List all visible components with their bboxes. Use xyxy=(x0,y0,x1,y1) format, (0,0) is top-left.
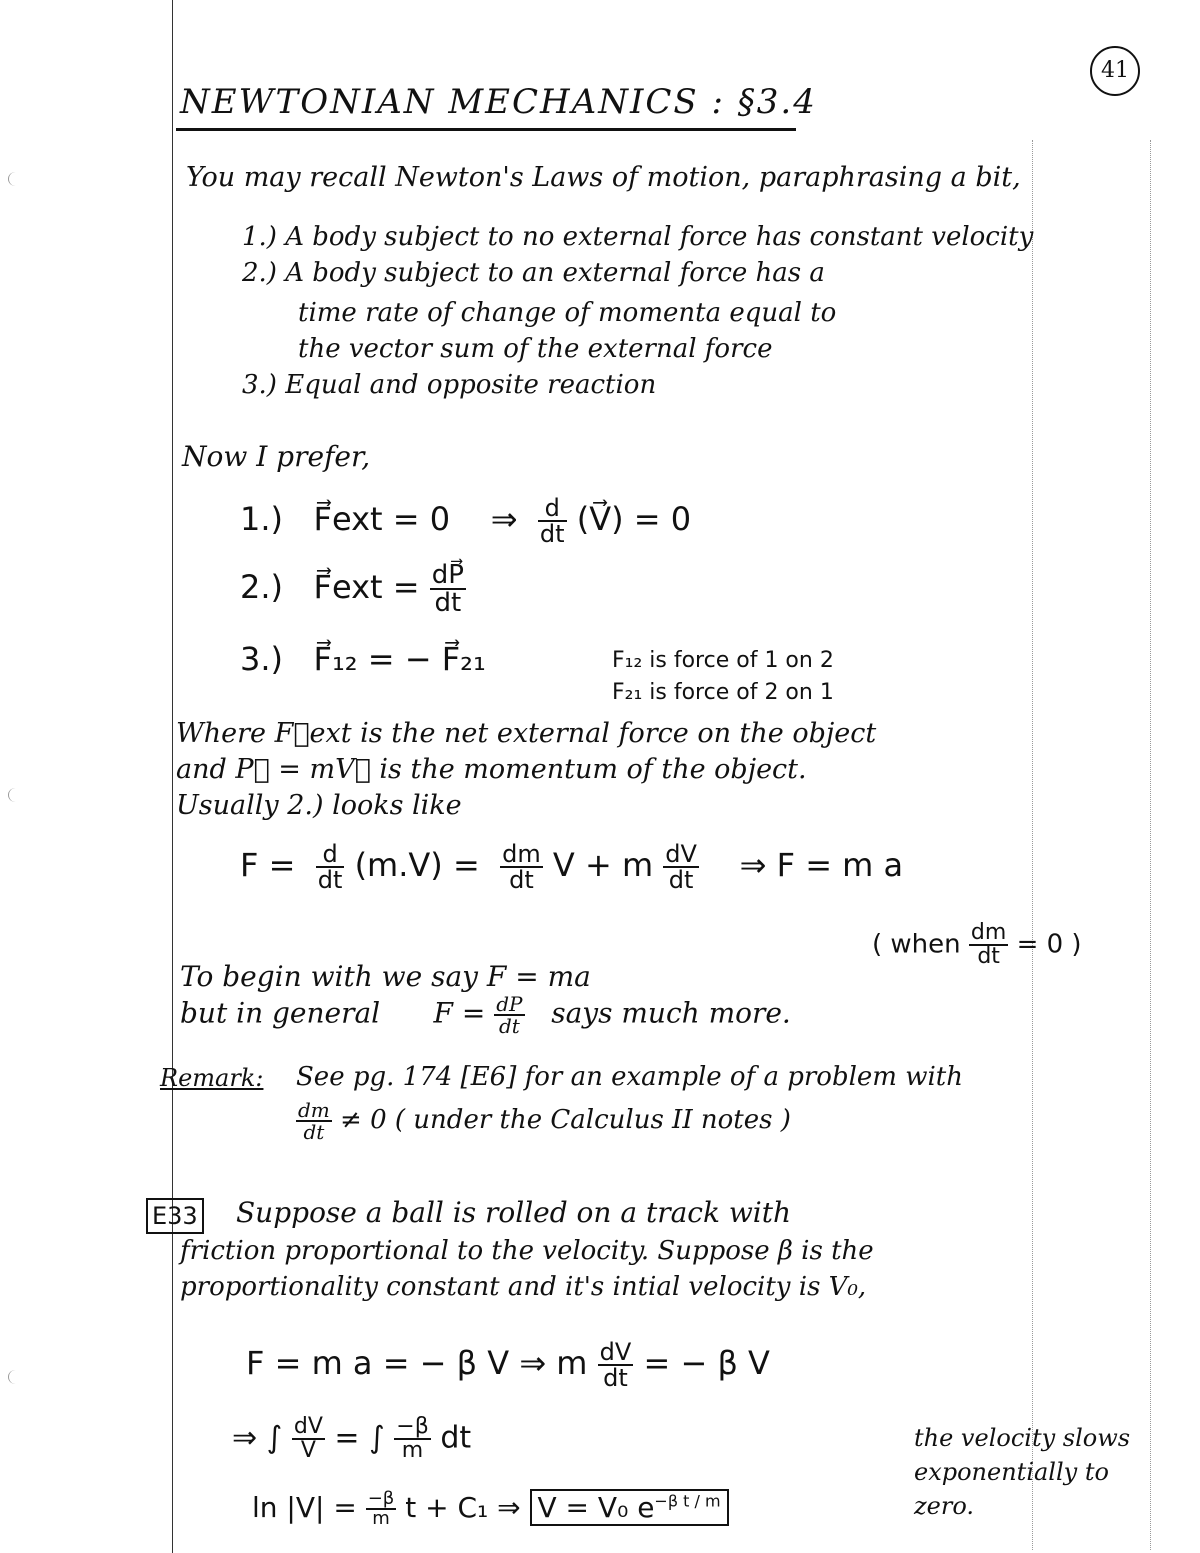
law-2-cont: time rate of change of momenta equal to xyxy=(298,298,837,328)
eq1-frac-num: d xyxy=(538,496,567,522)
eq6-d2: m xyxy=(401,1438,424,1463)
when-condition xyxy=(872,922,1082,968)
equation-6 xyxy=(232,1416,471,1462)
eq5-num: dV xyxy=(599,1338,632,1366)
remark-den: dt xyxy=(303,1120,325,1144)
eq4-dt2: dt xyxy=(668,866,694,894)
begin-num: dP xyxy=(496,992,523,1016)
grid-line xyxy=(1150,140,1151,1550)
eq6-post: dt xyxy=(440,1420,472,1456)
page-number: 41 xyxy=(1090,46,1140,96)
implies-symbol: ⇒ xyxy=(490,500,518,538)
begin-den: dt xyxy=(498,1014,520,1038)
eq6-mid: = ∫ xyxy=(334,1420,385,1456)
equation-1 xyxy=(240,496,691,546)
eq4-dv: dV xyxy=(665,840,697,868)
side-note-3: zero. xyxy=(914,1492,974,1520)
boxed-solution xyxy=(530,1489,729,1526)
equation-2 xyxy=(240,562,466,616)
eq5-den: dt xyxy=(603,1364,628,1392)
eq7-num: −β xyxy=(367,1488,395,1509)
eq1-number: 1.) xyxy=(240,500,284,538)
eq4-dm: dm xyxy=(502,840,541,868)
remark-label: Remark: xyxy=(160,1064,264,1092)
eq6-n2: −β xyxy=(396,1414,429,1439)
law-3: 3.) Equal and opposite reaction xyxy=(242,370,657,400)
eq2-number: 2.) xyxy=(240,568,284,606)
remark-line-2 xyxy=(296,1100,791,1142)
equation-4 xyxy=(240,842,903,892)
binder-hole xyxy=(8,172,23,186)
page-title: NEWTONIAN MECHANICS : §3.4 xyxy=(180,82,817,122)
example-line-2: friction proportional to the velocity. Suppose β is the xyxy=(180,1236,874,1266)
remark-num: dm xyxy=(298,1098,330,1122)
when-post: = 0 ) xyxy=(1016,929,1082,960)
eq4-frac-den: dt xyxy=(317,866,343,894)
title-underline xyxy=(176,128,796,131)
binder-hole xyxy=(8,788,23,802)
remark-line-1: See pg. 174 [E6] for an example of a problem with xyxy=(296,1062,963,1092)
equation-3 xyxy=(240,640,486,678)
equation-5 xyxy=(246,1340,770,1390)
binder-hole xyxy=(8,1370,23,1384)
eq3-expr: F⃗₁₂ = − F⃗₂₁ xyxy=(313,640,486,678)
eq3-number: 3.) xyxy=(240,640,284,678)
when-pre: ( when xyxy=(872,929,961,960)
margin-line xyxy=(172,0,173,1553)
side-note-2: exponentially to xyxy=(914,1458,1109,1486)
usually-line: Usually 2.) looks like xyxy=(176,790,462,821)
begin-post: says much more. xyxy=(551,996,791,1030)
law-1: 1.) A body subject to no external force has constant velocity xyxy=(242,222,1034,252)
where-line-2: and P⃗ = mV⃗ is the momentum of the object. xyxy=(176,754,807,785)
example-line-3: proportionality constant and it's intial velocity is V₀, xyxy=(180,1272,867,1302)
boxed-base: V = V₀ e xyxy=(537,1491,655,1524)
eq1-frac-den: dt xyxy=(539,520,565,548)
when-num: dm xyxy=(970,920,1007,945)
intro-text: You may recall Newton's Laws of motion, paraphrasing a bit, xyxy=(186,162,1021,193)
when-den: dt xyxy=(977,944,1000,969)
eq7-pre: ln |V| = xyxy=(252,1491,357,1524)
example-line-1: Suppose a ball is rolled on a track with xyxy=(236,1196,792,1229)
eq4-dt1: dt xyxy=(509,866,534,894)
eq5-rhs: = − β V xyxy=(643,1344,770,1382)
prefer-text: Now I prefer, xyxy=(182,440,371,473)
eq4-frac-num: d xyxy=(316,842,345,868)
eq3-note-2: F₂₁ is force of 2 on 1 xyxy=(612,680,834,705)
eq2-lhs: F⃗ext = xyxy=(313,568,420,606)
eq4-mid: (m.V) = xyxy=(354,846,480,884)
grid-line xyxy=(1032,140,1033,1550)
law-2-cont: the vector sum of the external force xyxy=(298,334,773,364)
begin-pre: but in general xyxy=(180,996,381,1030)
eq4-lhs: F = xyxy=(240,846,296,884)
begin-line-2 xyxy=(180,994,791,1036)
law-2: 2.) A body subject to an external force has a xyxy=(242,258,825,288)
remark-text: ≠ 0 ( under the Calculus II notes ) xyxy=(340,1105,791,1135)
eq2-frac-den: dt xyxy=(434,588,462,618)
side-note-1: the velocity slows xyxy=(914,1424,1131,1452)
begin-eq: F = xyxy=(433,996,486,1030)
where-line-1: Where F⃗ext is the net external force on the object xyxy=(176,718,877,749)
eq2-frac-num: dP⃗ xyxy=(431,560,464,590)
eq6-pre: ⇒ ∫ xyxy=(232,1420,283,1456)
eq7-mid: t + C₁ ⇒ xyxy=(405,1491,521,1524)
eq4-rhs: ⇒ F = m a xyxy=(739,846,904,884)
eq1-lhs: F⃗ext = 0 xyxy=(313,500,451,538)
boxed-exponent: −β t / m xyxy=(654,1491,721,1511)
equation-7 xyxy=(252,1490,729,1528)
eq4-plus: V + m xyxy=(552,846,654,884)
eq5-lhs: F = m a = − β V ⇒ m xyxy=(246,1344,588,1382)
begin-line-1: To begin with we say F = ma xyxy=(180,960,591,993)
eq7-den: m xyxy=(372,1508,390,1529)
example-tag: E33 xyxy=(146,1198,204,1234)
eq3-note-1: F₁₂ is force of 1 on 2 xyxy=(612,648,834,673)
eq6-d1: V xyxy=(300,1438,316,1463)
eq1-rhs: (V⃗) = 0 xyxy=(576,500,692,538)
eq6-n1: dV xyxy=(293,1414,323,1439)
